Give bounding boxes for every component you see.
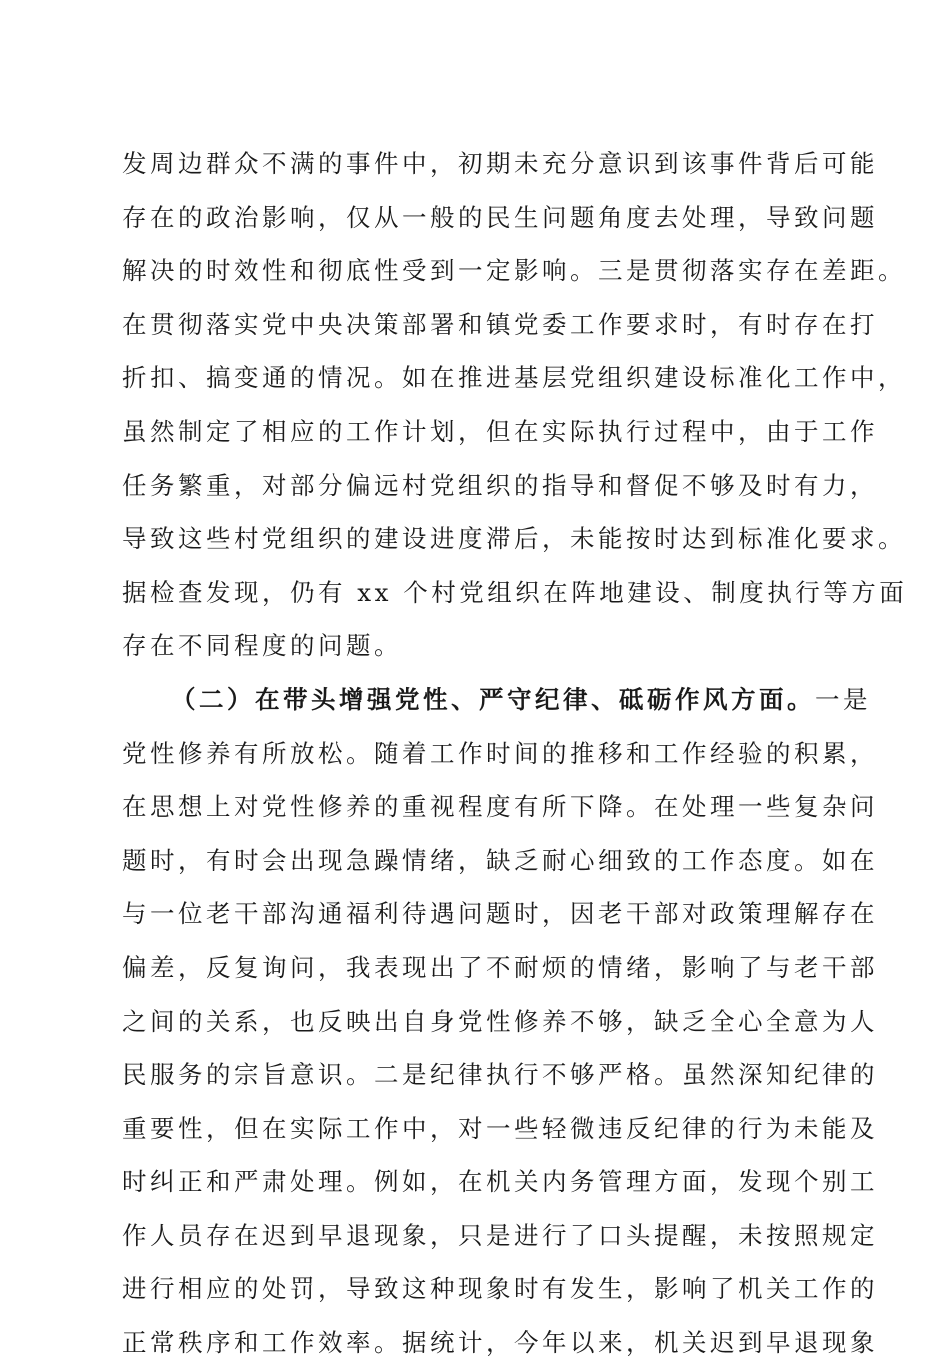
body-text	[122, 137, 908, 1370]
text-line: 导致这些村党组织的建设进度滞后，未能按时达到标准化要求。	[122, 524, 906, 554]
text-line: 正常秩序和工作效率。据统计，今年以来，机关迟到早退现象	[122, 1328, 878, 1358]
text-line: 党性修养有所放松。随着工作时间的推移和工作经验的积累，	[122, 738, 878, 768]
text-line: 在贯彻落实党中央决策部署和镇党委工作要求时，有时存在打	[122, 309, 878, 339]
text-line: 发周边群众不满的事件中，初期未充分意识到该事件背后可能	[122, 149, 878, 178]
text-line: 进行相应的处罚，导致这种现象时有发生，影响了机关工作的	[122, 1274, 878, 1304]
section-heading-line	[122, 673, 871, 727]
text-line: 任务繁重，对部分偏远村党组织的指导和督促不够及时有力，	[122, 470, 878, 500]
text-line: 民服务的宗旨意识。二是纪律执行不够严格。虽然深知纪律的	[122, 1060, 878, 1090]
text-line: 据检查发现，仍有 xx 个村党组织在阵地建设、制度执行等方面	[122, 577, 908, 607]
text-line: 解决的时效性和彻底性受到一定影响。三是贯彻落实存在差距。	[122, 256, 906, 286]
text-line: 存在不同程度的问题。	[122, 631, 402, 661]
text-line: 折扣、搞变通的情况。如在推进基层党组织建设标准化工作中，	[122, 363, 906, 393]
text-line: 虽然制定了相应的工作计划，但在实际执行过程中，由于工作	[122, 416, 878, 446]
text-line: 存在的政治影响，仅从一般的民生问题角度去处理，导致问题	[122, 202, 878, 232]
text-line: 作人员存在迟到早退现象，只是进行了口头提醒，未按照规定	[122, 1220, 878, 1250]
text-line: 时纠正和严肃处理。例如，在机关内务管理方面，发现个别工	[122, 1167, 878, 1197]
text-line: 与一位老干部沟通福利待遇问题时，因老干部对政策理解存在	[122, 899, 878, 929]
text-line: 在思想上对党性修养的重视程度有所下降。在处理一些复杂问	[122, 792, 878, 822]
text-line: 之间的关系，也反映出自身党性修养不够，缺乏全心全意为人	[122, 1006, 878, 1036]
section-heading: （二）在带头增强党性、严守纪律、砥砺作风方面。	[171, 684, 815, 714]
text-line: 偏差，反复询问，我表现出了不耐烦的情绪，影响了与老干部	[122, 952, 878, 982]
text-line: 重要性，但在实际工作中，对一些轻微违反纪律的行为未能及	[122, 1113, 878, 1143]
heading-line-tail: 一是	[815, 684, 871, 714]
text-line: 题时，有时会出现急躁情绪，缺乏耐心细致的工作态度。如在	[122, 845, 878, 875]
